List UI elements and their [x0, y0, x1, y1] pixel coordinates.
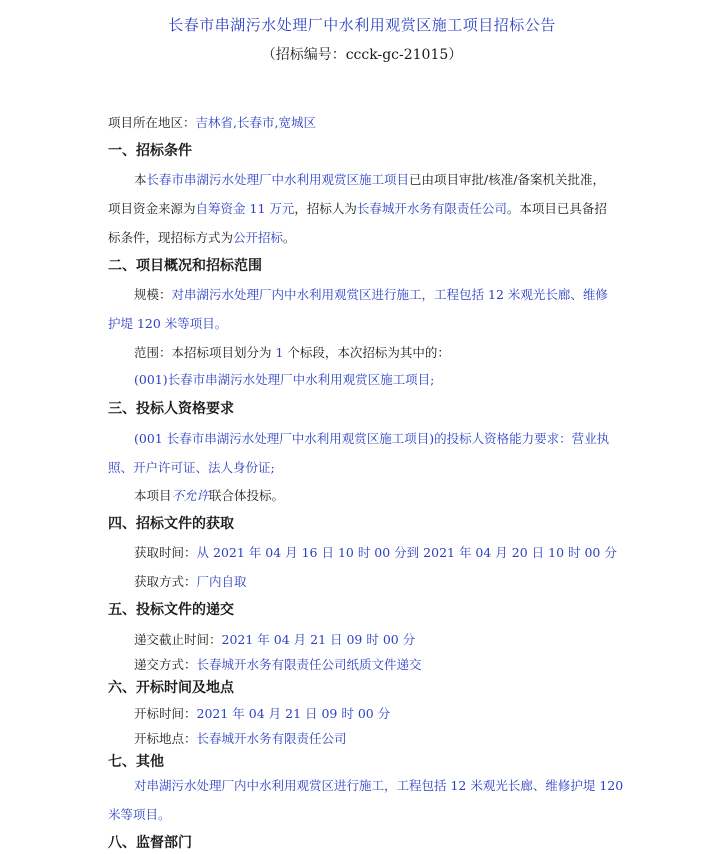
s3-requirement-line-2: 照、开户许可证、法人身份证; [108, 460, 275, 475]
section-heading-6: 六、开标时间及地点 [108, 680, 234, 696]
s1-paragraph-line-1 [134, 170, 605, 188]
s4-method-line [134, 572, 247, 590]
s7-text-line-1: 对串湖污水处理厂内中水利用观赏区进行施工，工程包括 12 米观光长廊、维修护堤 120 [134, 778, 624, 793]
s2-scale-line-2: 护堤 120 米等项目。 [108, 316, 228, 331]
text: 本项目 [134, 488, 172, 503]
s1-paragraph-line-2 [108, 199, 607, 217]
s2-scale-line-1 [134, 285, 608, 303]
text: 联合体投标。 [209, 488, 285, 503]
lot-count: 1 [275, 345, 284, 360]
text: ，招标人为 [294, 201, 357, 216]
joint-bid-flag: 不允许 [171, 488, 210, 503]
s2-range-line [134, 343, 450, 361]
deadline-label: 递交截止时间： [134, 632, 222, 647]
opening-place-label: 开标地点： [134, 731, 197, 746]
opening-time-value: 2021 年 04 月 21 日 09 时 00 分 [196, 706, 391, 721]
s6-time-line [134, 704, 390, 722]
section-heading-1: 一、招标条件 [108, 143, 192, 159]
opening-place-value: 长春城开水务有限责任公司 [196, 731, 347, 746]
text: 标条件，现招标方式为 [108, 230, 234, 245]
tenderer-name: 长春城开水务有限责任公司 [356, 201, 507, 216]
text: 已由项目审批/核准/备案机关批准， [409, 172, 605, 187]
region-label: 项目所在地区： [108, 115, 196, 130]
project-name: 长春市串湖污水处理厂中水利用观赏区施工项目 [146, 172, 410, 187]
s6-place-line [134, 729, 347, 747]
s5-deadline-line [134, 630, 415, 648]
text: 个标段，本次招标为其中的： [283, 345, 450, 360]
s3-requirement-line-1: (001 长春市串湖污水处理厂中水利用观赏区施工项目)的投标人资格能力要求：营业执 [134, 431, 610, 446]
text: 。 [283, 230, 296, 245]
submit-method-label: 递交方式： [134, 657, 197, 672]
section-heading-7: 七、其他 [108, 754, 164, 770]
tender-number: （招标编号：ccck-gc-21015） [261, 47, 463, 63]
s3-joint-line [134, 486, 284, 504]
s5-method-line [134, 655, 422, 673]
section-heading-8: 八、监督部门 [108, 835, 192, 851]
deadline-value: 2021 年 04 月 21 日 09 时 00 分 [221, 632, 416, 647]
scale-text: 对串湖污水处理厂内中水利用观赏区进行施工，工程包括 12 米观光长廊、维修 [171, 287, 608, 302]
section-heading-3: 三、投标人资格要求 [108, 401, 234, 417]
text: 本 [134, 172, 147, 187]
section-heading-2: 二、项目概况和招标范围 [108, 258, 262, 274]
submit-method-value: 长春城开水务有限责任公司纸质文件递交 [196, 657, 422, 672]
document-title: 长春市串湖污水处理厂中水利用观赏区施工项目招标公告 [168, 16, 556, 34]
project-region [108, 113, 316, 131]
text: 范围：本招标项目划分为 [134, 345, 276, 360]
scale-label: 规模： [134, 287, 172, 302]
obtain-time-label: 获取时间： [134, 545, 197, 560]
s7-text-line-2: 米等项目。 [108, 807, 171, 822]
obtain-method-value: 厂内自取 [196, 574, 247, 589]
fund-source: 自筹资金 11 万元 [195, 201, 295, 216]
s4-time-line [134, 543, 617, 561]
obtain-method-label: 获取方式： [134, 574, 197, 589]
text: 。本项目已具备招 [506, 201, 607, 216]
text: 项目资金来源为 [108, 201, 196, 216]
s1-paragraph-line-3 [108, 228, 296, 246]
region-value: 吉林省,长春市,宽城区 [195, 115, 316, 130]
opening-time-label: 开标时间： [134, 706, 197, 721]
section-heading-5: 五、投标文件的递交 [108, 602, 234, 618]
obtain-time-value: 从 2021 年 04 月 16 日 10 时 00 分到 2021 年 04 月 20 日 10 时 00 分 [196, 545, 617, 560]
tender-method: 公开招标 [233, 230, 284, 245]
s2-lot-line: (001)长春市串湖污水处理厂中水利用观赏区施工项目; [134, 372, 435, 387]
section-heading-4: 四、招标文件的获取 [108, 516, 234, 532]
